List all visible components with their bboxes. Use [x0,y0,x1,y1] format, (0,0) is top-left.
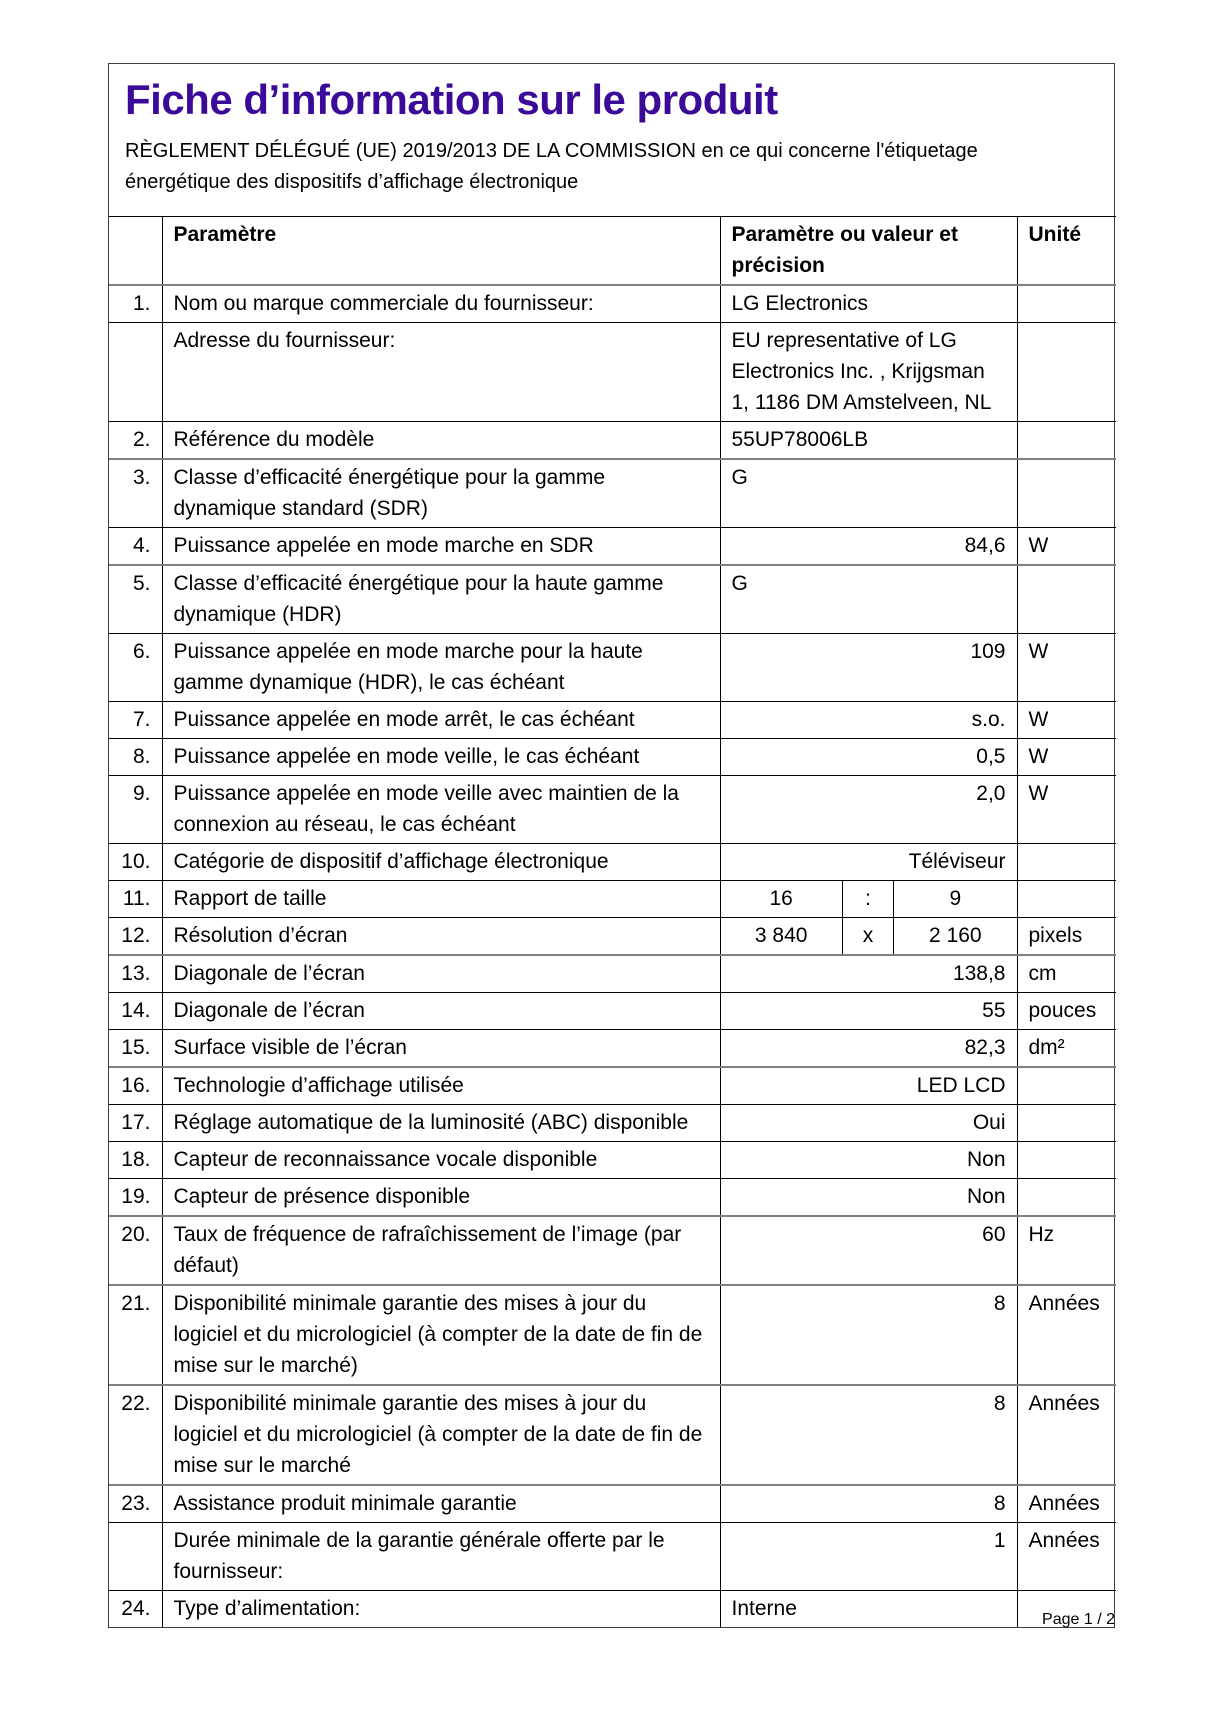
unit-value [1017,1142,1116,1179]
value-part: x [842,918,894,954]
table-row [109,634,1116,702]
row-number: 24. [109,1591,162,1628]
parameter-label: Disponibilité minimale garantie des mises à jour du logiciel et du micrologiciel (à compter de la date de fin de mise sur le marché) [162,1285,720,1385]
parameter-label: Puissance appelée en mode veille, le cas échéant [162,739,720,776]
parameter-value [720,881,1017,918]
table-body [109,285,1116,1627]
parameter-label: Taux de fréquence de rafraîchissement de l’image (par défaut) [162,1216,720,1285]
unit-value [1017,1179,1116,1217]
unit-value: W [1017,702,1116,739]
value-part: 3 840 [754,924,808,947]
parameter-value: LED LCD [720,1067,1017,1105]
parameter-label: Classe d’efficacité énergétique pour la haute gamme dynamique (HDR) [162,565,720,634]
parameter-label: Catégorie de dispositif d’affichage électronique [162,844,720,881]
row-number: 5. [109,565,162,634]
row-number: 10. [109,844,162,881]
table-header-row [109,217,1116,286]
row-number: 11. [109,881,162,918]
parameter-value: 138,8 [720,955,1017,993]
product-parameters-table [109,216,1116,1627]
table-row [109,1216,1116,1285]
table-row [109,739,1116,776]
parameter-label: Assistance produit minimale garantie [162,1485,720,1523]
column-header-number [109,217,162,286]
value-part: 2 160 [929,924,982,947]
parameter-label: Disponibilité minimale garantie des mises à jour du logiciel et du micrologiciel (à compter de la date de fin de mise sur le marché [162,1385,720,1485]
row-number: 12. [109,918,162,956]
unit-value [1017,881,1116,918]
table-row [109,1523,1116,1591]
parameter-label: Réglage automatique de la luminosité (ABC) disponible [162,1105,720,1142]
regulation-subtitle: RÈGLEMENT DÉLÉGUÉ (UE) 2019/2013 DE LA COMMISSION en ce qui concerne l'étiquetage énergétique des dispositifs d’affichage électronique [125,140,978,193]
parameter-label: Puissance appelée en mode arrêt, le cas échéant [162,702,720,739]
parameter-label: Diagonale de l’écran [162,955,720,993]
row-number [109,1523,162,1591]
table-row [109,1485,1116,1523]
row-number: 13. [109,955,162,993]
unit-value: W [1017,776,1116,844]
table-row [109,955,1116,993]
unit-value [1017,1105,1116,1142]
row-number: 4. [109,528,162,566]
unit-value: dm² [1017,1030,1116,1068]
table-header [109,217,1116,286]
parameter-value: s.o. [720,702,1017,739]
document-header [109,64,1114,216]
unit-value: Hz [1017,1216,1116,1285]
parameter-label: Résolution d’écran [162,918,720,956]
parameter-label: Diagonale de l’écran [162,993,720,1030]
parameter-label: Référence du modèle [162,422,720,460]
parameter-value: Non [720,1179,1017,1217]
table-row [109,565,1116,634]
row-number: 22. [109,1385,162,1485]
table-row [109,1285,1116,1385]
unit-value: cm [1017,955,1116,993]
row-number: 20. [109,1216,162,1285]
column-header-unit: Unité [1017,217,1116,286]
table-row [109,776,1116,844]
table-row [109,285,1116,323]
parameter-value: 82,3 [720,1030,1017,1068]
parameter-value: EU representative of LG Electronics Inc. , Krijgsman 1, 1186 DM Amstelveen, NL [720,323,1017,422]
row-number: 8. [109,739,162,776]
parameter-value: 0,5 [720,739,1017,776]
unit-value [1017,285,1116,323]
parameter-value: 109 [720,634,1017,702]
table-row [109,528,1116,566]
row-number: 3. [109,459,162,528]
parameter-label: Nom ou marque commerciale du fournisseur: [162,285,720,323]
parameter-value: 8 [720,1485,1017,1523]
unit-value [1017,323,1116,422]
row-number: 18. [109,1142,162,1179]
row-number: 6. [109,634,162,702]
unit-value: Années [1017,1385,1116,1485]
row-number: 19. [109,1179,162,1217]
unit-value: pixels [1017,918,1116,956]
column-header-value: Paramètre ou valeur et précision [720,217,1017,286]
row-number: 9. [109,776,162,844]
unit-value: Années [1017,1285,1116,1385]
page-indicator: Page 1 / 2 [1042,1611,1115,1628]
row-number: 17. [109,1105,162,1142]
parameter-value [720,918,1017,956]
parameter-value: 55 [720,993,1017,1030]
table-row [109,1067,1116,1105]
value-part: 9 [949,887,962,910]
unit-value: W [1017,528,1116,566]
table-row [109,881,1116,918]
row-number: 16. [109,1067,162,1105]
table-row [109,1030,1116,1068]
parameter-label: Surface visible de l’écran [162,1030,720,1068]
table-row [109,323,1116,422]
table-row [109,1179,1116,1217]
parameter-value: 55UP78006LB [720,422,1017,460]
unit-value [1017,844,1116,881]
parameter-value: 8 [720,1385,1017,1485]
parameter-label: Type d’alimentation: [162,1591,720,1628]
parameter-value: 84,6 [720,528,1017,566]
parameter-label: Adresse du fournisseur: [162,323,720,422]
unit-value [1017,459,1116,528]
row-number: 15. [109,1030,162,1068]
parameter-label: Puissance appelée en mode marche en SDR [162,528,720,566]
unit-value: pouces [1017,993,1116,1030]
row-number: 2. [109,422,162,460]
row-number: 7. [109,702,162,739]
page-title: Fiche d’information sur le produit [125,76,778,123]
parameter-label: Technologie d’affichage utilisée [162,1067,720,1105]
table-row [109,844,1116,881]
parameter-value: LG Electronics [720,285,1017,323]
parameter-value: 60 [720,1216,1017,1285]
parameter-label: Classe d’efficacité énergétique pour la gamme dynamique standard (SDR) [162,459,720,528]
value-part: 16 [769,887,793,910]
row-number: 14. [109,993,162,1030]
parameter-value: Oui [720,1105,1017,1142]
table-row [109,1105,1116,1142]
unit-value: W [1017,634,1116,702]
table-row [109,702,1116,739]
table-row [109,993,1116,1030]
parameter-value: G [720,459,1017,528]
column-header-parameter: Paramètre [162,217,720,286]
parameter-label: Puissance appelée en mode marche pour la haute gamme dynamique (HDR), le cas échéant [162,634,720,702]
parameter-value: Interne [720,1591,1017,1628]
parameter-label: Durée minimale de la garantie générale offerte par le fournisseur: [162,1523,720,1591]
unit-value: W [1017,739,1116,776]
value-part: : [842,881,894,917]
unit-value [1017,1067,1116,1105]
table-row [109,422,1116,460]
parameter-value: G [720,565,1017,634]
table-row [109,1385,1116,1485]
unit-value [1017,422,1116,460]
parameter-label: Capteur de présence disponible [162,1179,720,1217]
row-number [109,323,162,422]
parameter-value: Non [720,1142,1017,1179]
parameter-value: 2,0 [720,776,1017,844]
parameter-value: Téléviseur [720,844,1017,881]
parameter-value: 1 [720,1523,1017,1591]
row-number: 23. [109,1485,162,1523]
product-fiche-sheet [108,63,1115,1628]
unit-value: Années [1017,1485,1116,1523]
unit-value: Années [1017,1523,1116,1591]
row-number: 21. [109,1285,162,1385]
table-row [109,1142,1116,1179]
parameter-label: Puissance appelée en mode veille avec maintien de la connexion au réseau, le cas échéant [162,776,720,844]
parameter-value: 8 [720,1285,1017,1385]
parameter-label: Rapport de taille [162,881,720,918]
parameter-label: Capteur de reconnaissance vocale disponible [162,1142,720,1179]
table-row [109,459,1116,528]
row-number: 1. [109,285,162,323]
unit-value [1017,565,1116,634]
table-row [109,918,1116,956]
